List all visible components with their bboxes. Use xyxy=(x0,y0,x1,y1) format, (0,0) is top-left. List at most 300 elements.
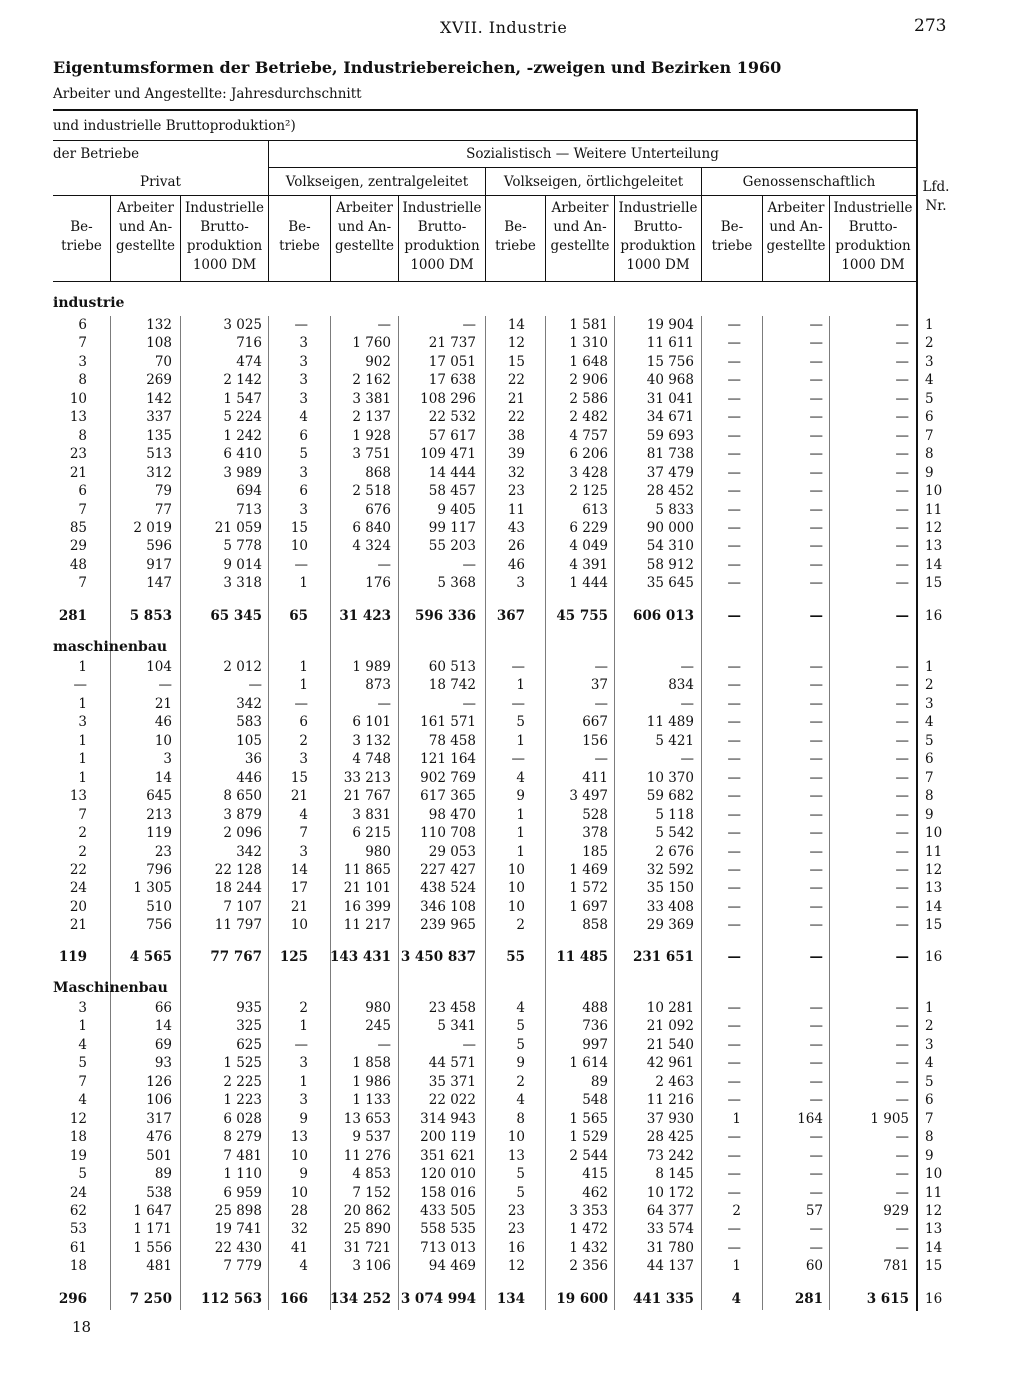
table-cell: — xyxy=(727,1221,741,1238)
table-cell: 4 757 xyxy=(569,427,608,444)
header-arbeiter: Arbeiter und An- gestellte xyxy=(115,200,176,254)
header-produktion: Industrielle Brutto- produktion 1000 DM xyxy=(184,200,265,273)
table-cell: 558 535 xyxy=(420,1221,476,1238)
table-cell: 46 xyxy=(154,714,172,731)
table-cell: 980 xyxy=(365,843,391,860)
lfd-nr-cell: 11 xyxy=(925,501,943,518)
table-cell: — xyxy=(809,843,823,860)
table-cell: 367 xyxy=(496,608,525,624)
table-cell: — xyxy=(809,501,823,518)
table-cell: 694 xyxy=(236,483,262,500)
table-cell: 108 296 xyxy=(420,390,476,407)
lfd-nr-cell: 7 xyxy=(925,427,934,444)
table-cell: 4 xyxy=(299,409,308,426)
table-cell: 14 xyxy=(507,317,525,333)
table-cell: 73 242 xyxy=(646,1147,694,1164)
table-cell: — xyxy=(809,1018,823,1035)
table-cell: 4 xyxy=(299,806,308,823)
table-cell: 36 xyxy=(244,751,262,768)
lfd-nr-cell: 8 xyxy=(925,1129,934,1146)
table-cell: 11 217 xyxy=(343,917,391,934)
table-cell: — xyxy=(809,732,823,749)
table-cell: 23 xyxy=(69,446,87,463)
table-cell: 1 647 xyxy=(133,1202,172,1219)
table-cell: 29 xyxy=(69,538,87,555)
header-volkseigen-oertlich: Volkseigen, örtlichgeleitet xyxy=(503,174,684,190)
table-row xyxy=(0,537,1024,555)
table-cell: 325 xyxy=(236,1018,262,1035)
table-cell: 411 xyxy=(582,769,608,786)
table-cell: 14 xyxy=(290,861,308,878)
table-cell: 10 xyxy=(507,1129,525,1146)
table-cell: 16 399 xyxy=(343,898,391,915)
table-cell: 1 469 xyxy=(569,861,608,878)
table-cell: 37 479 xyxy=(646,464,694,481)
table-cell: 7 107 xyxy=(223,898,262,915)
table-cell: 2 125 xyxy=(569,483,608,500)
table-cell: 5 xyxy=(299,446,308,463)
rule xyxy=(53,109,916,111)
table-cell: 15 xyxy=(290,519,308,536)
table-cell: 34 671 xyxy=(646,409,694,426)
table-cell: 5 xyxy=(78,1166,87,1183)
table-cell: 2 xyxy=(78,825,87,842)
lfd-nr-cell: 12 xyxy=(925,861,943,878)
table-cell: 37 xyxy=(590,677,608,694)
table-cell: 110 708 xyxy=(420,825,476,842)
table-cell: — xyxy=(809,427,823,444)
table-cell: 5 xyxy=(516,1184,525,1201)
table-cell: 4 xyxy=(78,1036,87,1053)
lfd-nr-cell: 6 xyxy=(925,409,934,426)
table-cell: 161 571 xyxy=(420,714,476,731)
table-cell: — xyxy=(511,751,525,768)
table-cell: 5 118 xyxy=(655,806,694,823)
table-cell: 46 xyxy=(507,556,525,573)
table-cell: — xyxy=(895,732,909,749)
table-cell: 281 xyxy=(58,608,87,624)
table-cell: — xyxy=(895,898,909,915)
table-cell: 3 450 837 xyxy=(400,949,476,965)
table-row xyxy=(0,464,1024,482)
table-cell: 3 xyxy=(78,353,87,370)
table-cell: 18 244 xyxy=(214,880,262,897)
table-cell: — xyxy=(895,917,909,934)
table-cell: 6 840 xyxy=(352,519,391,536)
table-cell: 31 423 xyxy=(339,608,391,624)
table-row xyxy=(0,916,1024,934)
table-cell: 713 013 xyxy=(420,1239,476,1256)
table-cell: 1 525 xyxy=(223,1055,262,1072)
table-cell: 6 206 xyxy=(569,446,608,463)
table-cell: 26 xyxy=(507,538,525,555)
table-cell: 1 572 xyxy=(569,880,608,897)
table-cell: 2 586 xyxy=(569,390,608,407)
table-total-row xyxy=(0,607,1024,625)
table-cell: — xyxy=(809,464,823,481)
table-cell: — xyxy=(895,788,909,805)
table-cell: 3 xyxy=(78,714,87,731)
page-number: 273 xyxy=(914,16,947,36)
table-cell: — xyxy=(809,1166,823,1183)
table-cell: 1 xyxy=(516,843,525,860)
table-cell: 2 xyxy=(732,1202,741,1219)
table-cell: 583 xyxy=(236,714,262,731)
table-cell: 1 989 xyxy=(352,659,391,675)
table-cell: 10 xyxy=(290,1147,308,1164)
table-cell: 2 482 xyxy=(569,409,608,426)
table-cell: 19 741 xyxy=(214,1221,262,1238)
table-cell: — xyxy=(377,556,391,573)
table-cell: — xyxy=(895,769,909,786)
table-cell: 10 xyxy=(507,880,525,897)
table-cell: 501 xyxy=(146,1147,172,1164)
table-cell: 35 150 xyxy=(646,880,694,897)
table-cell: 2 019 xyxy=(133,519,172,536)
table-cell: — xyxy=(895,353,909,370)
header-arbeiter: Arbeiter und An- gestellte xyxy=(550,200,610,254)
table-cell: 6 xyxy=(78,483,87,500)
table-cell: 55 xyxy=(506,949,525,965)
table-cell: 108 xyxy=(146,335,172,352)
table-cell: 281 xyxy=(794,1291,823,1307)
table-row xyxy=(0,1220,1024,1238)
table-cell: 462 xyxy=(582,1184,608,1201)
table-cell: 9 537 xyxy=(352,1129,391,1146)
table-cell: 3 025 xyxy=(223,317,262,333)
table-cell: 7 250 xyxy=(129,1291,172,1307)
table-cell: 32 xyxy=(290,1221,308,1238)
table-cell: 21 540 xyxy=(646,1036,694,1053)
table-cell: 3 132 xyxy=(352,732,391,749)
table-cell: 16 xyxy=(507,1239,525,1256)
table-cell: 1 133 xyxy=(352,1092,391,1109)
table-cell: 93 xyxy=(154,1055,172,1072)
table-cell: — xyxy=(895,409,909,426)
table-cell: 2 096 xyxy=(223,825,262,842)
lfd-nr-cell: 5 xyxy=(925,390,934,407)
table-cell: — xyxy=(809,1184,823,1201)
table-cell: 3 879 xyxy=(223,806,262,823)
table-cell: 23 xyxy=(154,843,172,860)
table-cell: 37 930 xyxy=(646,1110,694,1127)
table-cell: 342 xyxy=(236,695,262,712)
table-cell: 667 xyxy=(582,714,608,731)
table-cell: 21 059 xyxy=(214,519,262,536)
table-cell: 65 xyxy=(289,608,308,624)
table-cell: 476 xyxy=(146,1129,172,1146)
table-cell: 23 xyxy=(507,483,525,500)
table-cell: 2 xyxy=(299,732,308,749)
table-cell: — xyxy=(809,1129,823,1146)
table-cell: — xyxy=(727,1129,741,1146)
table-cell: 6 215 xyxy=(352,825,391,842)
table-cell: 510 xyxy=(146,898,172,915)
table-cell: 12 xyxy=(507,335,525,352)
table-cell: — xyxy=(377,695,391,712)
table-cell: 6 028 xyxy=(223,1110,262,1127)
table-cell: 7 xyxy=(78,575,87,592)
table-cell: 4 xyxy=(299,1258,308,1275)
table-row xyxy=(0,806,1024,824)
table-cell: 1 905 xyxy=(870,1110,909,1127)
lfd-nr-cell: 1 xyxy=(925,1000,934,1016)
table-cell: 5 xyxy=(516,1036,525,1053)
table-cell: 59 693 xyxy=(646,427,694,444)
table-cell: 1 565 xyxy=(569,1110,608,1127)
table-cell: 19 600 xyxy=(556,1291,608,1307)
table-cell: — xyxy=(462,317,476,333)
table-cell: 119 xyxy=(58,949,87,965)
table-cell: 23 xyxy=(507,1221,525,1238)
table-cell: — xyxy=(895,317,909,333)
table-cell: 21 767 xyxy=(343,788,391,805)
table-cell: 98 470 xyxy=(428,806,476,823)
table-cell: 33 408 xyxy=(646,898,694,915)
table-cell: 1 472 xyxy=(569,1221,608,1238)
table-cell: 14 xyxy=(154,1018,172,1035)
table-cell: 69 xyxy=(154,1036,172,1053)
table-cell: 617 365 xyxy=(420,788,476,805)
table-cell: 2 137 xyxy=(352,409,391,426)
table-cell: 2 xyxy=(78,843,87,860)
table-cell: 1 986 xyxy=(352,1073,391,1090)
table-row xyxy=(0,334,1024,352)
table-cell: — xyxy=(895,556,909,573)
table-cell: — xyxy=(809,714,823,731)
table-cell: 929 xyxy=(883,1202,909,1219)
table-cell: 1 xyxy=(732,1110,741,1127)
table-cell: 3 xyxy=(299,501,308,518)
table-cell: 14 xyxy=(154,769,172,786)
table-cell: — xyxy=(727,843,741,860)
table-cell: 1 432 xyxy=(569,1239,608,1256)
table-cell: 6 xyxy=(299,427,308,444)
table-cell: 11 276 xyxy=(343,1147,391,1164)
table-cell: 105 xyxy=(236,732,262,749)
table-cell: 488 xyxy=(582,1000,608,1016)
table-cell: 10 xyxy=(507,898,525,915)
table-cell: — xyxy=(809,769,823,786)
table-cell: — xyxy=(895,1221,909,1238)
table-cell: 21 101 xyxy=(343,880,391,897)
table-cell: 5 xyxy=(78,1055,87,1072)
table-cell: — xyxy=(895,519,909,536)
table-cell: — xyxy=(727,751,741,768)
table-cell: 53 xyxy=(69,1221,87,1238)
table-cell: — xyxy=(895,861,909,878)
table-cell: 61 xyxy=(69,1239,87,1256)
table-cell: 59 682 xyxy=(646,788,694,805)
table-cell: 2 225 xyxy=(223,1073,262,1090)
table-cell: 135 xyxy=(146,427,172,444)
table-cell: 3 074 994 xyxy=(400,1291,476,1307)
table-cell: 21 xyxy=(507,390,525,407)
table-cell: 89 xyxy=(154,1166,172,1183)
table-cell: 18 742 xyxy=(428,677,476,694)
table-cell: 8 xyxy=(516,1110,525,1127)
table-row xyxy=(0,769,1024,787)
table-cell: — xyxy=(727,575,741,592)
table-row xyxy=(0,999,1024,1017)
table-cell: — xyxy=(727,659,741,675)
table-cell: 109 471 xyxy=(420,446,476,463)
table-cell: — xyxy=(809,446,823,463)
table-cell: — xyxy=(809,677,823,694)
table-cell: 33 574 xyxy=(646,1221,694,1238)
table-cell: 1 171 xyxy=(133,1221,172,1238)
table-cell: 3 751 xyxy=(352,446,391,463)
table-cell: — xyxy=(294,556,308,573)
table-cell: 4 748 xyxy=(352,751,391,768)
table-cell: — xyxy=(895,1092,909,1109)
header-betriebe: Be- triebe xyxy=(495,219,536,254)
table-cell: 57 xyxy=(805,1202,823,1219)
table-cell: — xyxy=(727,317,741,333)
table-cell: 3 xyxy=(299,464,308,481)
table-cell: 917 xyxy=(146,556,172,573)
table-cell: 11 865 xyxy=(343,861,391,878)
header-arbeiter: Arbeiter und An- gestellte xyxy=(766,200,826,254)
table-cell: 22 xyxy=(507,409,525,426)
table-cell: 132 xyxy=(146,317,172,333)
table-cell: — xyxy=(895,608,909,624)
table-cell: 200 119 xyxy=(420,1129,476,1146)
table-cell: 1 556 xyxy=(133,1239,172,1256)
table-cell: 78 458 xyxy=(428,732,476,749)
section-title: maschinenbau xyxy=(53,639,168,655)
table-cell: 2 356 xyxy=(569,1258,608,1275)
table-row xyxy=(0,676,1024,694)
table-cell: 17 051 xyxy=(428,353,476,370)
table-row xyxy=(0,1091,1024,1109)
table-cell: 6 959 xyxy=(223,1184,262,1201)
table-cell: 378 xyxy=(582,825,608,842)
table-cell: 6 xyxy=(299,714,308,731)
table-cell: — xyxy=(895,843,909,860)
table-cell: 513 xyxy=(146,446,172,463)
table-cell: 1 xyxy=(516,806,525,823)
table-cell: — xyxy=(809,695,823,712)
table-cell: — xyxy=(809,788,823,805)
table-cell: — xyxy=(809,861,823,878)
table-cell: 713 xyxy=(236,501,262,518)
table-cell: 4 391 xyxy=(569,556,608,573)
header-produktion: Industrielle Brutto- produktion 1000 DM xyxy=(833,200,913,273)
table-row xyxy=(0,713,1024,731)
table-cell: 481 xyxy=(146,1258,172,1275)
table-cell: — xyxy=(895,659,909,675)
table-cell: 7 152 xyxy=(352,1184,391,1201)
table-cell: 5 778 xyxy=(223,538,262,555)
table-cell: — xyxy=(727,1055,741,1072)
table-cell: 39 xyxy=(507,446,525,463)
table-cell: 1 xyxy=(516,825,525,842)
table-cell: 21 737 xyxy=(428,335,476,352)
table-cell: — xyxy=(895,1147,909,1164)
table-cell: — xyxy=(680,695,694,712)
table-cell: 2 xyxy=(516,1073,525,1090)
table-cell: 7 xyxy=(78,501,87,518)
table-cell: 606 013 xyxy=(632,608,694,624)
table-cell: 1 xyxy=(516,677,525,694)
table-cell: — xyxy=(377,317,391,333)
table-cell: — xyxy=(809,483,823,500)
table-cell: 58 457 xyxy=(428,483,476,500)
table-cell: — xyxy=(727,556,741,573)
table-row xyxy=(0,445,1024,463)
table-cell: 9 xyxy=(516,788,525,805)
table-cell: 5 853 xyxy=(129,608,172,624)
table-cell: — xyxy=(809,898,823,915)
table-cell: 2 xyxy=(516,917,525,934)
lfd-nr-cell: 3 xyxy=(925,695,934,712)
table-cell: — xyxy=(809,880,823,897)
table-cell: 3 xyxy=(299,843,308,860)
table-cell: — xyxy=(727,861,741,878)
rule xyxy=(268,167,916,168)
table-row xyxy=(0,861,1024,879)
table-cell: 62 xyxy=(69,1202,87,1219)
lfd-nr-cell: 8 xyxy=(925,446,934,463)
lfd-nr-cell: 9 xyxy=(925,1147,934,1164)
table-cell: 1 697 xyxy=(569,898,608,915)
table-cell: 40 968 xyxy=(646,372,694,389)
header-betriebe: Be- triebe xyxy=(279,219,320,254)
table-cell: — xyxy=(294,695,308,712)
table-cell: 156 xyxy=(582,732,608,749)
header-sozialistisch: Sozialistisch — Weitere Unterteilung xyxy=(466,146,719,162)
table-cell: — xyxy=(727,677,741,694)
table-cell: 79 xyxy=(154,483,172,500)
table-cell: 19 904 xyxy=(646,317,694,333)
table-cell: — xyxy=(462,1036,476,1053)
table-cell: — xyxy=(809,1092,823,1109)
header-volkseigen-zentral: Volkseigen, zentralgeleitet xyxy=(285,174,469,190)
table-cell: 104 xyxy=(146,659,172,675)
lfd-nr-cell: 1 xyxy=(925,659,934,675)
table-cell: — xyxy=(809,1000,823,1016)
table-cell: 31 041 xyxy=(646,390,694,407)
table-row xyxy=(0,695,1024,713)
header-produktion: Industrielle Brutto- produktion 1000 DM xyxy=(618,200,698,273)
table-cell: — xyxy=(727,335,741,352)
table-cell: 1 xyxy=(78,732,87,749)
table-cell: 23 xyxy=(507,1202,525,1219)
lfd-nr-cell: 13 xyxy=(925,1221,943,1238)
table-cell: — xyxy=(895,1184,909,1201)
table-cell: 528 xyxy=(582,806,608,823)
table-cell: 736 xyxy=(582,1018,608,1035)
table-row xyxy=(0,408,1024,426)
table-cell: 296 xyxy=(58,1291,87,1307)
table-cell: 11 216 xyxy=(646,1092,694,1109)
table-cell: 44 137 xyxy=(646,1258,694,1275)
table-cell: — xyxy=(294,317,308,333)
table-cell: — xyxy=(895,464,909,481)
table-cell: 24 xyxy=(69,880,87,897)
table-cell: 31 780 xyxy=(646,1239,694,1256)
table-cell: — xyxy=(809,372,823,389)
table-cell: 10 xyxy=(290,917,308,934)
table-cell: — xyxy=(727,806,741,823)
table-cell: — xyxy=(727,880,741,897)
table-cell: 15 xyxy=(507,353,525,370)
table-cell: 3 xyxy=(78,1000,87,1016)
table-cell: — xyxy=(727,769,741,786)
table-cell: 89 xyxy=(590,1073,608,1090)
table-cell: 4 565 xyxy=(129,949,172,965)
